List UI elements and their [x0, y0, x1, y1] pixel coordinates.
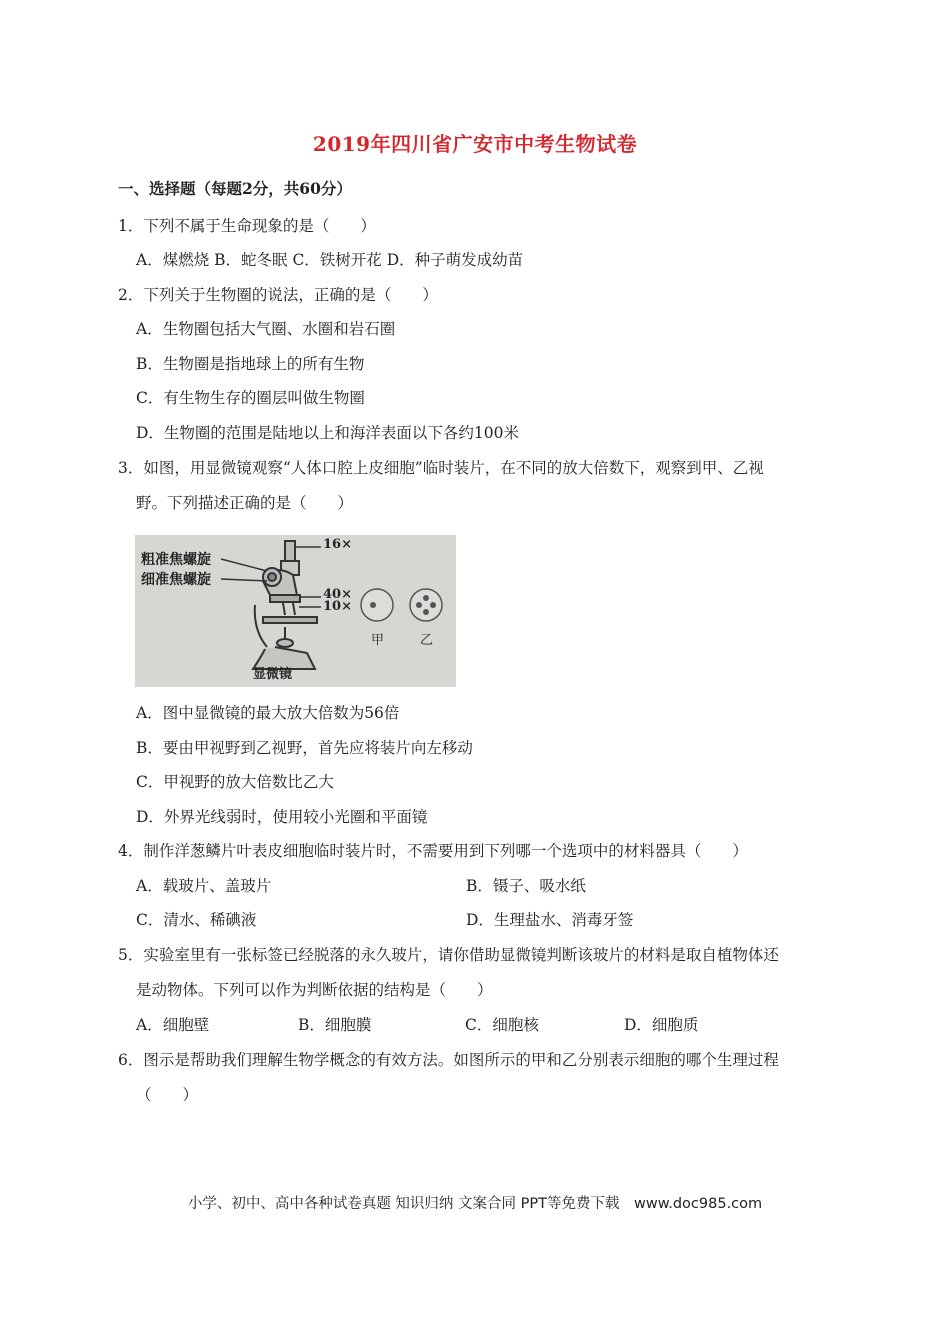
figure-caption: 显微镜: [253, 667, 293, 682]
question-1-stem: 1．下列不属于生命现象的是（ ）: [118, 217, 376, 235]
label-eyepiece: 16×: [323, 537, 352, 552]
field-yi-circle: [410, 589, 442, 621]
question-2-stem: 2．下列关于生物圈的说法，正确的是（ ）: [118, 286, 438, 304]
question-4-stem: 4．制作洋葱鳞片叶表皮细胞临时装片时，不需要用到下列哪一个选项中的材料器具（ ）: [118, 842, 748, 860]
field-jia-circle: [361, 589, 393, 621]
question-2-option-d: D．生物圈的范围是陆地以上和海洋表面以下各约100米: [136, 424, 520, 442]
question-5-stem-line2: 是动物体。下列可以作为判断依据的结构是（ ）: [136, 981, 493, 999]
question-1-options: A．煤燃烧 B．蛇冬眠 C．铁树开花 D．种子萌发成幼苗: [136, 251, 524, 269]
question-3-option-d: D．外界光线弱时，使用较小光圈和平面镜: [136, 808, 428, 826]
question-4-option-d: D．生理盐水、消毒牙签: [466, 911, 634, 929]
question-2-option-b: B．生物圈是指地球上的所有生物: [136, 355, 365, 373]
question-3-stem-line1: 3．如图，用显微镜观察“人体口腔上皮细胞”临时装片，在不同的放大倍数下，观察到甲、乙视: [118, 459, 764, 477]
label-yi: 乙: [420, 633, 434, 648]
question-6-stem-line2: （ ）: [136, 1086, 199, 1104]
label-coarse-adjustment: 粗准焦螺旋: [141, 552, 211, 568]
question-4-option-b: B．镊子、吸水纸: [466, 877, 586, 895]
question-5-stem-line1: 5．实验室里有一张标签已经脱落的永久玻片，请你借助显微镜判断该玻片的材料是取自植物体还: [118, 946, 779, 964]
question-5-option-c: C．细胞核: [465, 1016, 539, 1034]
page-title: 2019年四川省广安市中考生物试卷: [312, 132, 638, 156]
question-5-option-b: B．细胞膜: [298, 1016, 372, 1034]
question-2-option-a: A．生物圈包括大气圈、水圈和岩石圈: [136, 320, 396, 338]
label-objective-10: 10×: [323, 599, 352, 614]
question-3-option-c: C．甲视野的放大倍数比乙大: [136, 773, 334, 791]
question-4-option-a: A．载玻片、盖玻片: [136, 877, 272, 895]
question-5-option-d: D．细胞质: [624, 1016, 699, 1034]
question-3-option-b: B．要由甲视野到乙视野，首先应将装片向左移动: [136, 739, 473, 757]
question-6-stem-line1: 6．图示是帮助我们理解生物学概念的有效方法。如图所示的甲和乙分别表示细胞的哪个生理过程: [118, 1051, 779, 1069]
question-2-option-c: C．有生物生存的圈层叫做生物圈: [136, 389, 365, 407]
question-3-option-a: A．图中显微镜的最大放大倍数为56倍: [136, 704, 400, 722]
label-objective-40: 40×: [323, 587, 352, 602]
microscope-figure: [135, 535, 456, 687]
page-footer: 小学、初中、高中各种试卷真题 知识归纳 文案合同 PPT等免费下载 www.doc985.com: [187, 1196, 763, 1212]
question-5-option-a: A．细胞壁: [136, 1016, 210, 1034]
section-heading: 一、选择题（每题2分，共60分）: [118, 179, 352, 198]
question-3-stem-line2: 野。下列描述正确的是（ ）: [136, 494, 354, 512]
label-fine-adjustment: 细准焦螺旋: [141, 572, 211, 588]
question-4-option-c: C．清水、稀碘液: [136, 911, 257, 929]
label-jia: 甲: [371, 633, 385, 648]
